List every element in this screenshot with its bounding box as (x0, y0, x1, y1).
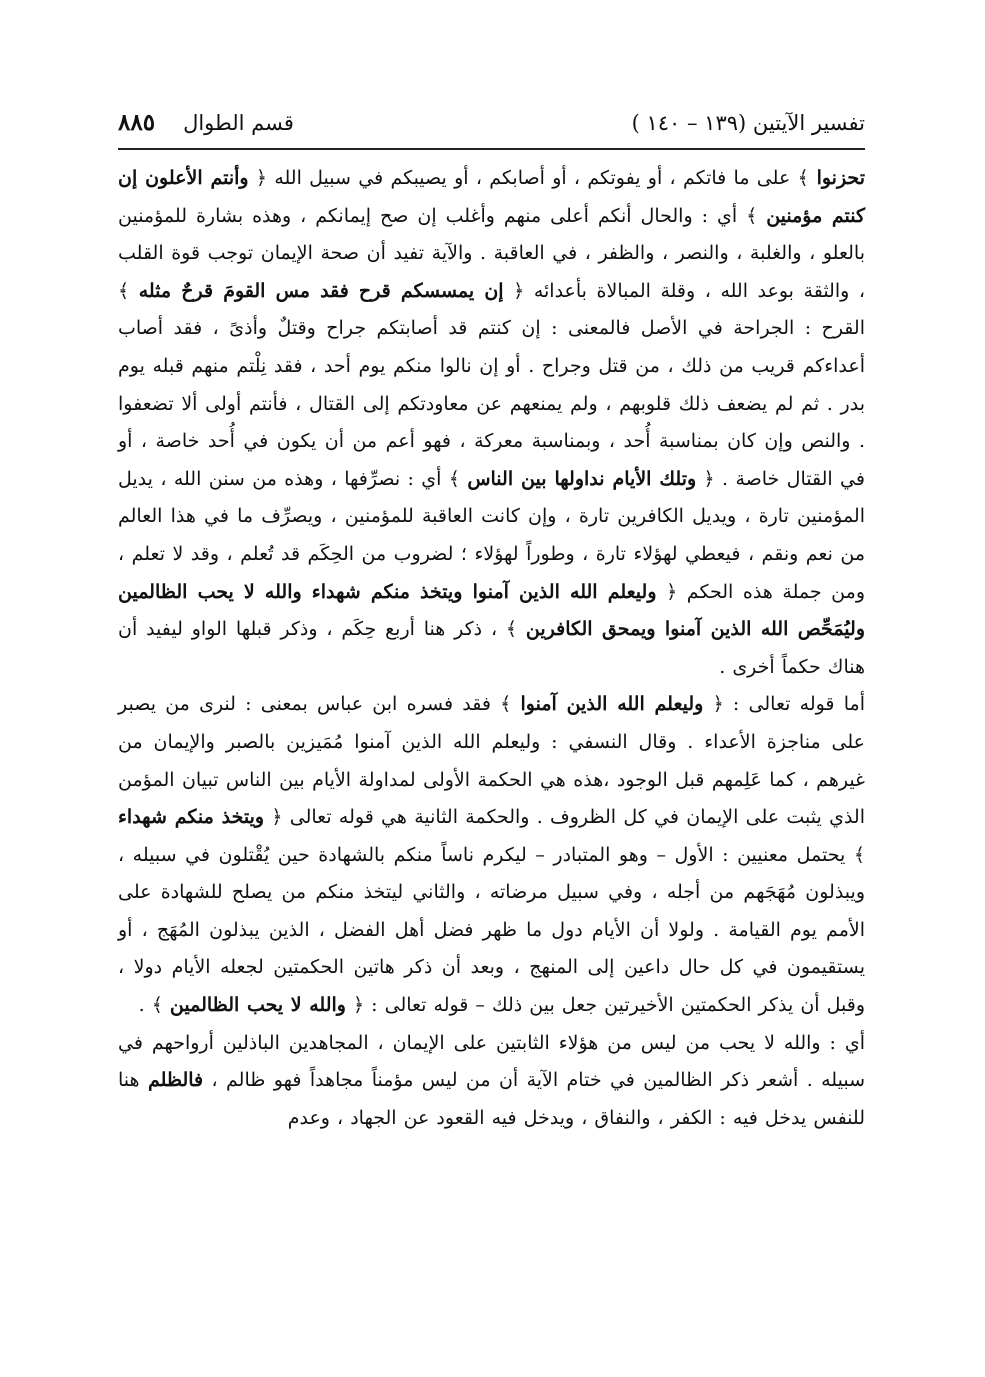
paragraph (118, 1025, 865, 1138)
commentary-text: ﴾ ، ذكر هنا أربع حِكَم ، وذكر قبلها الواو ليفيد أن هناك حكماً أخرى . (118, 618, 865, 678)
commentary-text: ﴾ القرح : الجراحة في الأصل فالمعنى : إن كنتم قد أصابتكم جراح وقتلٌ وأذىً ، فقد أصاب أعداءكم قريب من ذلك ، من قتل وجراح . أو إن نالوا منكم يوم أحد ، فقد نِلْتم منهم قبله يوم بدر . ثم لم يضعف ذلك قلوبهم ، ولم يمنعهم عن معاودتكم إلى القتال ، فأنتم أولى ألا تضعفوا . والنص وإن كان بمناسبة أُحد ، وبمناسبة معركة ، فهو أعم من أن يكون في أُحد خاصة ، أو في القتال خاصة . ﴿ (118, 279, 865, 490)
section-title: قسم الطوال (183, 111, 294, 135)
page-number: ٨٨٥ (118, 109, 156, 136)
commentary-text: ﴾ يحتمل معنيين : الأول – وهو المتبادر – ليكرم ناساً منكم بالشهادة حين يُقْتلون في سبيله ، ويبذلون مُهَجَهم من أجله ، وفي سبيل مرضاته ، والثاني ليتخذ منكم من يصلح للشهادة على الأمم يوم القيامة . ولولا أن الأيام دول ما ظهر فضل أهل الفضل ، الذين يبذلون المُهَج ، أو يستقيمون في كل حال داعين إلى المنهج ، وبعد أن ذكر هاتين الحكمتين لجعله الأيام دولا ، وقبل أن يذكر الحكمتين الأخيرتين جعل بين ذلك – قوله تعالى : ﴿ (118, 843, 865, 1017)
commentary-text: ﴾ . (138, 994, 170, 1017)
commentary-text: ﴾ أي : نصرِّفها ، وهذه من سنن الله ، يديل المؤمنين تارة ، ويديل الكافرين تارة ، وإن كانت العاقبة للمؤمنين ، ويصرِّف ما في هذا العالم من نعم ونقم ، فيعطي لهؤلاء تارة ، وطوراً لهؤلاء ؛ لضروب من الحِكَم قد تُعلم ، وقد لا تعلم ، ومن جملة هذه الحكم ﴿ (118, 467, 865, 603)
paragraph (118, 686, 865, 1024)
commentary-text: ﴾ فقد فسره ابن عباس بمعنى : لنرى من يصبر على مناجزة الأعداء . وقال النسفي : وليعلم الله الذين آمنوا مُمَيزين بالصبر والإيمان من غيرهم ، كما عَلِمهم قبل الوجود ،هذه هي الحكمة الأولى لمداولة الأيام بين الناس تبيان المؤمن الذي يثبت على الإيمان في كل الظروف . والحكمة الثانية هي قوله تعالى ﴿ (118, 693, 865, 829)
commentary-text: ﴾ على ما فاتكم ، أو يفوتكم ، أو أصابكم ، أو يصيبكم في سبيل الله ﴿ (248, 167, 809, 189)
body-text (118, 160, 865, 1137)
quran-text: والله لا يحب الظالمين (169, 994, 346, 1017)
header-rule (118, 148, 865, 150)
commentary-text: أي : والله لا يحب من ليس من هؤلاء الثابتين على الإيمان ، المجاهدين الباذلين أرواحهم في سبيله . أشعر ذكر الظالمين في ختام الآية أن من ليس مؤمناً مجاهداً فهو ظالم ، (118, 1031, 865, 1092)
quran-text: وتلك الأيام نداولها بين الناس (467, 467, 697, 490)
commentary-text: ﴾ أي : والحال أنكم أعلى منهم وأغلب إن صح إيمانكم ، وهذه بشارة للمؤمنين بالعلو ، والغلبة ، والنصر ، والظفر ، في العاقبة . والآية تفيد أن صحة الإيمان توجب قوة القلب ، والثقة بوعد الله ، وقلة المبالاة بأعدائه ﴿ (118, 204, 865, 302)
header-left-group (118, 100, 294, 146)
quran-text: وأنتم الأعلون إن كنتم مؤمنين (118, 167, 865, 227)
quran-text: وليعلم الله الذين آمنوا ويتخذ منكم شهداء والله لا يحب الظالمين وليُمَحِّص الله الذين آمنوا ويمحق الكافرين (118, 580, 865, 641)
commentary-text: هنا للنفس يدخل فيه : الكفر ، والنفاق ، ويدخل فيه القعود عن الجهاد ، وعدم (118, 1069, 865, 1129)
paragraph (118, 160, 865, 686)
page-header (118, 100, 865, 146)
quran-text: ويتخذ منكم شهداء (118, 806, 265, 829)
quran-text: إن يمسسكم قرح فقد مس القومَ قرحٌ مثله (138, 279, 504, 302)
quran-text: وليعلم الله الذين آمنوا (520, 693, 704, 716)
commentary-text: أما قوله تعالى : ﴿ (703, 693, 865, 716)
quran-text: تحزنوا (808, 167, 865, 189)
running-title: تفسير الآيتين (١٣٩ – ١٤٠ ) (631, 111, 865, 135)
bold-term: فالظلم (147, 1069, 204, 1092)
